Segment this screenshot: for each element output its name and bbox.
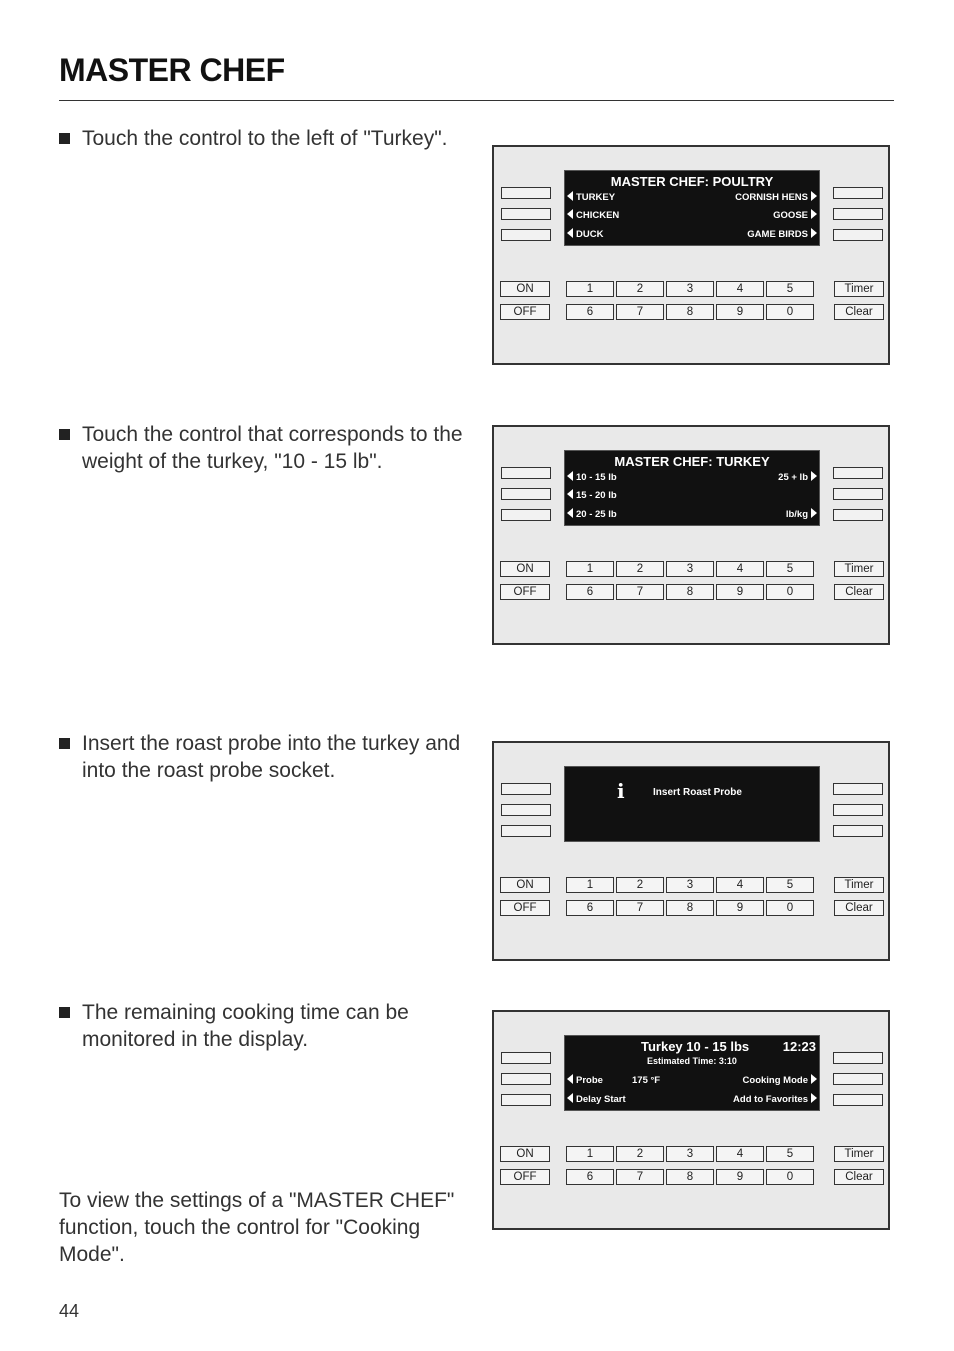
on-button[interactable]: ON [500, 877, 550, 893]
off-button[interactable]: OFF [500, 1169, 550, 1185]
key-0[interactable]: 0 [766, 1169, 814, 1185]
left-key-1[interactable] [501, 1052, 551, 1064]
key-5[interactable]: 5 [766, 1146, 814, 1162]
key-1[interactable]: 1 [566, 1146, 614, 1162]
bullet-icon [59, 738, 70, 749]
step-text: Touch the control to the left of "Turkey". [82, 127, 448, 150]
arrow-right-icon [811, 209, 817, 219]
left-key-3[interactable] [501, 229, 551, 241]
option-game-birds[interactable]: GAME BIRDS [747, 228, 817, 240]
right-key-3[interactable] [833, 825, 883, 837]
bullet-icon [59, 429, 70, 440]
key-1[interactable]: 1 [566, 561, 614, 577]
arrow-left-icon [567, 228, 573, 238]
key-6[interactable]: 6 [566, 584, 614, 600]
key-1[interactable]: 1 [566, 877, 614, 893]
key-5[interactable]: 5 [766, 281, 814, 297]
arrow-left-icon [567, 209, 573, 219]
option-probe[interactable]: Probe [567, 1074, 603, 1086]
off-button[interactable]: OFF [500, 304, 550, 320]
key-5[interactable]: 5 [766, 877, 814, 893]
right-key-1[interactable] [833, 467, 883, 479]
display-screen [564, 1035, 820, 1111]
off-button[interactable]: OFF [500, 584, 550, 600]
key-3[interactable]: 3 [666, 877, 714, 893]
control-panel-cooking [492, 1010, 890, 1230]
bullet-icon [59, 133, 70, 144]
left-key-3[interactable] [501, 825, 551, 837]
key-8[interactable]: 8 [666, 304, 714, 320]
clear-button[interactable]: Clear [834, 900, 884, 916]
key-8[interactable]: 8 [666, 900, 714, 916]
info-icon: i [617, 779, 625, 803]
right-key-3[interactable] [833, 1094, 883, 1106]
right-key-1[interactable] [833, 1052, 883, 1064]
step-text: Touch the control that corresponds to the weight of the turkey, "10 - 15 lb". [82, 423, 463, 473]
key-9[interactable]: 9 [716, 1169, 764, 1185]
key-8[interactable]: 8 [666, 1169, 714, 1185]
step-4 [59, 999, 469, 1053]
right-key-1[interactable] [833, 783, 883, 795]
title-divider [59, 100, 894, 101]
arrow-right-icon [811, 1074, 817, 1084]
display-title: MASTER CHEF: TURKEY [614, 454, 770, 469]
key-4[interactable]: 4 [716, 1146, 764, 1162]
arrow-right-icon [811, 508, 817, 518]
arrow-right-icon [811, 471, 817, 481]
step-text: The remaining cooking time can be monitored in the display. [82, 1001, 409, 1051]
key-3[interactable]: 3 [666, 281, 714, 297]
key-4[interactable]: 4 [716, 877, 764, 893]
right-key-2[interactable] [833, 208, 883, 220]
display-screen [564, 450, 820, 526]
step-1 [59, 125, 469, 152]
bullet-icon [59, 1007, 70, 1018]
option-cooking-mode[interactable]: Cooking Mode [743, 1074, 817, 1086]
probe-temperature: 175 °F [632, 1075, 661, 1086]
left-key-1[interactable] [501, 783, 551, 795]
on-button[interactable]: ON [500, 1146, 550, 1162]
option-goose[interactable]: GOOSE [773, 209, 817, 221]
option-15-20-lb[interactable]: 15 - 20 lb [567, 489, 617, 501]
arrow-left-icon [567, 191, 573, 201]
arrow-left-icon [567, 1093, 573, 1103]
key-1[interactable]: 1 [566, 281, 614, 297]
key-0[interactable]: 0 [766, 584, 814, 600]
key-9[interactable]: 9 [716, 900, 764, 916]
left-key-1[interactable] [501, 467, 551, 479]
key-0[interactable]: 0 [766, 900, 814, 916]
left-key-1[interactable] [501, 187, 551, 199]
option-10-15-lb[interactable]: 10 - 15 lb [567, 471, 617, 483]
control-panel-poultry [492, 145, 890, 365]
key-9[interactable]: 9 [716, 584, 764, 600]
option-cornish-hens[interactable]: CORNISH HENS [735, 191, 817, 203]
arrow-left-icon [567, 471, 573, 481]
step-2 [59, 421, 469, 475]
key-2[interactable]: 2 [616, 561, 664, 577]
arrow-right-icon [811, 191, 817, 201]
key-2[interactable]: 2 [616, 281, 664, 297]
option-duck[interactable]: DUCK [567, 228, 603, 240]
display-screen [564, 170, 820, 246]
page-number: 44 [59, 1301, 80, 1321]
option-turkey[interactable]: TURKEY [567, 191, 615, 203]
clock-time: 12:23 [782, 1039, 816, 1054]
timer-button[interactable]: Timer [834, 281, 884, 297]
arrow-left-icon [567, 508, 573, 518]
key-7[interactable]: 7 [616, 584, 664, 600]
off-button[interactable]: OFF [500, 900, 550, 916]
step-text: Insert the roast probe into the turkey and into the roast probe socket. [82, 732, 461, 782]
clear-button[interactable]: Clear [834, 304, 884, 320]
option-25-plus-lb[interactable]: 25 + lb [778, 471, 817, 483]
timer-button[interactable]: Timer [834, 1146, 884, 1162]
right-key-2[interactable] [833, 804, 883, 816]
key-4[interactable]: 4 [716, 561, 764, 577]
key-8[interactable]: 8 [666, 584, 714, 600]
arrow-right-icon [811, 1093, 817, 1103]
on-button[interactable]: ON [500, 281, 550, 297]
option-20-25-lb[interactable]: 20 - 25 lb [567, 508, 617, 520]
arrow-left-icon [567, 489, 573, 499]
option-lb-kg[interactable]: lb/kg [786, 508, 817, 520]
key-5[interactable]: 5 [766, 561, 814, 577]
display-message: Insert Roast Probe [653, 787, 742, 798]
key-2[interactable]: 2 [616, 877, 664, 893]
key-3[interactable]: 3 [666, 1146, 714, 1162]
key-6[interactable]: 6 [566, 900, 614, 916]
left-key-3[interactable] [501, 509, 551, 521]
key-2[interactable]: 2 [616, 1146, 664, 1162]
estimated-time: Estimated Time: 3:10 [647, 1056, 737, 1066]
option-delay-start[interactable]: Delay Start [567, 1093, 626, 1105]
right-key-2[interactable] [833, 488, 883, 500]
left-key-3[interactable] [501, 1094, 551, 1106]
display-title: Turkey 10 - 15 lbs [641, 1039, 750, 1054]
left-key-2[interactable] [501, 804, 551, 816]
right-key-1[interactable] [833, 187, 883, 199]
right-key-2[interactable] [833, 1073, 883, 1085]
key-3[interactable]: 3 [666, 561, 714, 577]
on-button[interactable]: ON [500, 561, 550, 577]
display-screen [564, 766, 820, 842]
control-panel-probe [492, 741, 890, 961]
left-key-2[interactable] [501, 208, 551, 220]
arrow-right-icon [811, 228, 817, 238]
key-7[interactable]: 7 [616, 1169, 664, 1185]
key-6[interactable]: 6 [566, 304, 614, 320]
key-6[interactable]: 6 [566, 1169, 614, 1185]
clear-button[interactable]: Clear [834, 584, 884, 600]
clear-button[interactable]: Clear [834, 1169, 884, 1185]
right-key-3[interactable] [833, 229, 883, 241]
arrow-left-icon [567, 1074, 573, 1084]
step-3 [59, 730, 469, 784]
closing-paragraph: To view the settings of a "MASTER CHEF" function, touch the control for "Cooking Mode". [59, 1189, 455, 1266]
option-add-to-favorites[interactable]: Add to Favorites [733, 1093, 817, 1105]
key-7[interactable]: 7 [616, 304, 664, 320]
left-key-2[interactable] [501, 488, 551, 500]
timer-button[interactable]: Timer [834, 877, 884, 893]
right-key-3[interactable] [833, 509, 883, 521]
key-9[interactable]: 9 [716, 304, 764, 320]
option-chicken[interactable]: CHICKEN [567, 209, 619, 221]
timer-button[interactable]: Timer [834, 561, 884, 577]
display-title: MASTER CHEF: POULTRY [610, 174, 774, 189]
control-panel-turkey [492, 425, 890, 645]
left-key-2[interactable] [501, 1073, 551, 1085]
key-7[interactable]: 7 [616, 900, 664, 916]
key-4[interactable]: 4 [716, 281, 764, 297]
key-0[interactable]: 0 [766, 304, 814, 320]
page-title: MASTER CHEF [59, 52, 285, 88]
